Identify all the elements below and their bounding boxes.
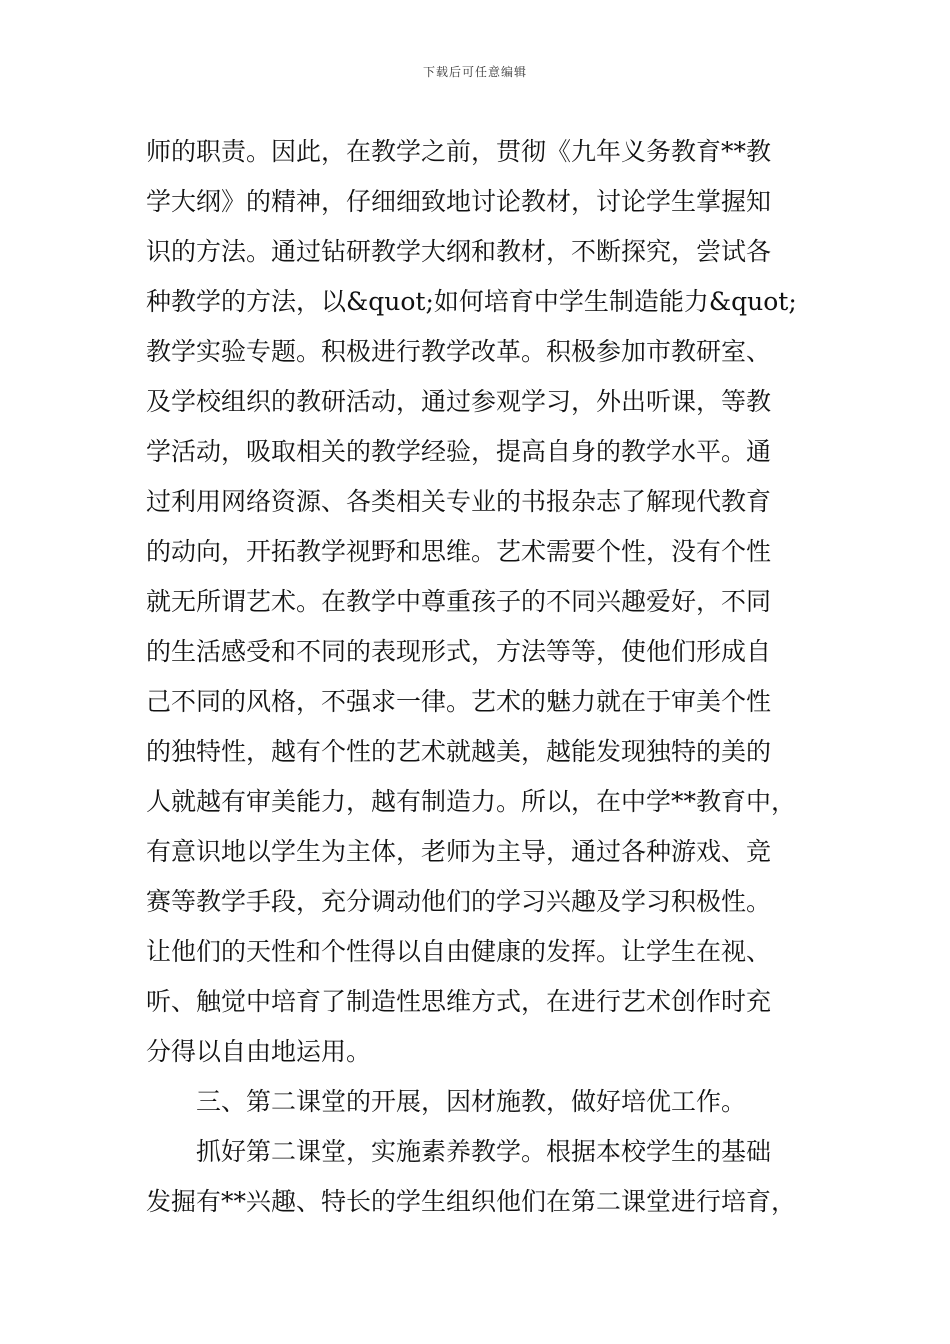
text-line: 让他们的天性和个性得以自由健康的发挥。让学生在视、: [146, 937, 772, 966]
text-line: 学活动，吸取相关的教学经验，提高自身的教学水平。通: [146, 437, 772, 466]
text-line: 听、触觉中培育了制造性思维方式，在进行艺术创作时充: [146, 987, 772, 1016]
text-line: 学大纲》的精神，仔细细致地讨论教材，讨论学生掌握知: [146, 187, 772, 216]
text-line: 人就越有审美能力，越有制造力。所以，在中学**教育中，: [146, 787, 797, 816]
text-line: 师的职责。因此，在教学之前，贯彻《九年义务教育**教: [146, 137, 772, 166]
text-line: 识的方法。通过钻研教学大纲和教材，不断探究，尝试各: [146, 237, 772, 266]
paragraph-start-line: 抓好第二课堂，实施素养教学。根据本校学生的基础: [196, 1137, 772, 1166]
text-line: 的独特性，越有个性的艺术就越美，越能发现独特的美的: [146, 737, 772, 766]
text-line: 就无所谓艺术。在教学中尊重孩子的不同兴趣爱好，不同: [146, 587, 772, 616]
text-line: 有意识地以学生为主体，老师为主导，通过各种游戏、竞: [146, 837, 772, 866]
text-line: 的生活感受和不同的表现形式，方法等等，使他们形成自: [146, 637, 772, 666]
text-line: 分得以自由地运用。: [146, 1037, 372, 1066]
text-line: 的动向，开拓教学视野和思维。艺术需要个性，没有个性: [146, 537, 772, 566]
text-line: 种教学的方法，以&quot;如何培育中学生制造能力&quot;: [146, 287, 797, 316]
text-line: 己不同的风格，不强求一律。艺术的魅力就在于审美个性: [146, 687, 772, 716]
text-line: 发掘有**兴趣、特长的学生组织他们在第二课堂进行培育，: [146, 1187, 797, 1216]
document-body: [146, 127, 826, 1227]
text-line: 及学校组织的教研活动，通过参观学习，外出听课，等教: [146, 387, 772, 416]
page-header: 下载后可任意编辑: [422, 65, 527, 79]
text-line: 过利用网络资源、各类相关专业的书报杂志了解现代教育: [146, 487, 772, 516]
text-line: 赛等教学手段，充分调动他们的学习兴趣及学习积极性。: [146, 887, 772, 916]
text-line: 教学实验专题。积极进行教学改革。积极参加市教研室、: [146, 337, 772, 366]
section-heading: 三、第二课堂的开展，因材施教，做好培优工作。: [196, 1087, 747, 1116]
